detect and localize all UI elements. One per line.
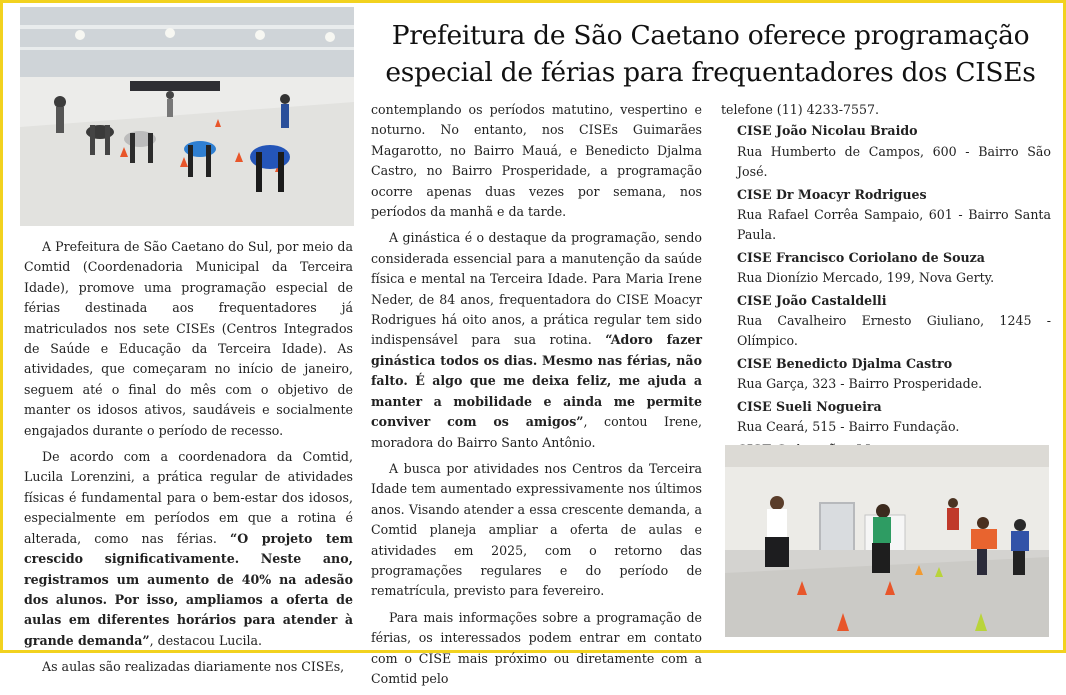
cise-address: Rua Humberto de Campos, 600 - Bairro São José. bbox=[737, 143, 1051, 180]
col1-paragraph-1: A Prefeitura de São Caetano do Sul, por meio da Comtid (Coordenadoria Municipal da Terceira Idade), promove uma programação especial de férias destinada aos frequentadores já matriculados nos sete CISEs (Centros Integrados de Saúde e Educação da Terceira Idade). As atividades, que começaram no início de janeiro, seguem até o final do mês com o objetivo de manter os idosos ativos, saudáveis e socialmente engajados durante o período de recesso. bbox=[24, 239, 353, 438]
col1-paragraph-2 bbox=[24, 447, 353, 651]
cise-name: CISE Dr Moacyr Rodrigues bbox=[737, 186, 927, 202]
cise-name: CISE João Nicolau Braido bbox=[737, 123, 918, 139]
cise-address: Rua Rafael Corrêa Sampaio, 601 - Bairro Santa Paula. bbox=[737, 207, 1051, 243]
col2-p2-intro: A ginástica é o destaque da programação, sendo considerada essencial para a manutenção da saúde física e mental na Terceira Idade. Para Maria Irene Neder, de 84 anos, frequentadora do CISE Moacyr Rodrigues há oito anos, a prática regular tem sido indispensável para sua rotina. bbox=[371, 230, 702, 348]
cise-item bbox=[721, 291, 1051, 352]
cise-name: CISE João Castaldelli bbox=[737, 292, 887, 308]
col1-paragraph-3: As aulas são realizadas diariamente nos CISEs, bbox=[42, 659, 345, 675]
exercise-cones-illustration bbox=[725, 445, 1049, 637]
cise-name: CISE Francisco Coriolano de Souza bbox=[737, 249, 985, 265]
headline-line-1: Prefeitura de São Caetano oferece programação bbox=[391, 20, 1030, 51]
cise-list bbox=[721, 121, 1051, 480]
col2-paragraph-1: contemplando os períodos matutino, vespertino e noturno. No entanto, nos CISEs Guimarães Magarotto, no Bairro Mauá, e Benedicto Djalma Castro, no Bairro Prosperidade, a programação ocorre apenas duas vezes por semana, nos períodos da manhã e da tarde. bbox=[371, 102, 702, 220]
col2-p2-attribution: , contou Irene, moradora do Bairro Santo Antônio. bbox=[371, 414, 703, 450]
headline-line-2: especial de férias para frequentadores dos CISEs bbox=[385, 57, 1036, 88]
col2-paragraph-4: Para mais informações sobre a programação de férias, os interessados podem entrar em contato com o CISE mais próximo ou diretamente com a Comtid pelo bbox=[371, 609, 702, 686]
phone-line: telefone (11) 4233-7557. bbox=[721, 102, 880, 117]
cise-item bbox=[721, 397, 1051, 438]
gym-class-photo bbox=[20, 7, 354, 226]
cise-address: Rua Cavalheiro Ernesto Giuliano, 1245 - Olímpico. bbox=[737, 313, 1051, 349]
col1-p2-quote: “O projeto tem crescido significativamente. Neste ano, registramos um aumento de 40% na adesão dos alunos. Por isso, ampliamos a oferta de aulas em diferentes horários para atender à grande demanda” bbox=[24, 530, 354, 648]
cise-name: CISE Benedicto Djalma Castro bbox=[737, 355, 953, 371]
cise-item bbox=[721, 185, 1051, 246]
col1-p2-intro: De acordo com a coordenadora da Comtid, Lucila Lorenzini, a prática regular de atividades físicas é fundamental para o bem-estar dos idosos, especialmente em períodos em que a rotina é alterada, como nas férias. bbox=[24, 449, 353, 546]
col1-p2-attribution: , destacou Lucila. bbox=[149, 632, 263, 648]
cise-address: Rua Ceará, 515 - Bairro Fundação. bbox=[737, 419, 960, 435]
cise-item bbox=[721, 248, 1051, 289]
col2-p2-quote: “Adoro fazer ginástica todos os dias. Mesmo nas férias, não falto. É algo que me deixa feliz, me ajuda a manter a mobilidade e ainda me permite conviver com os amigos” bbox=[371, 332, 702, 430]
column-2 bbox=[371, 100, 702, 695]
col2-paragraph-2 bbox=[371, 228, 702, 452]
headline bbox=[363, 17, 1058, 91]
cise-address: Rua Garça, 323 - Bairro Prosperidade. bbox=[737, 376, 983, 392]
column-3 bbox=[721, 100, 1051, 482]
column-1 bbox=[24, 237, 353, 684]
cise-item bbox=[721, 354, 1051, 395]
gym-class-illustration bbox=[20, 7, 354, 226]
cise-name: CISE Sueli Nogueira bbox=[737, 398, 882, 414]
cise-address: Rua Dionízio Mercado, 199, Nova Gerty. bbox=[737, 270, 995, 286]
col2-paragraph-3: A busca por atividades nos Centros da Terceira Idade tem aumentado expressivamente nos últimos anos. Visando atender a essa crescente demanda, a Comtid planeja ampliar a oferta de aulas e atividades em 2025, com o retorno das programações regulares e do período de rematrícula, previsto para fevereiro. bbox=[371, 460, 702, 599]
exercise-cones-photo bbox=[725, 445, 1049, 637]
cise-item bbox=[721, 121, 1051, 182]
